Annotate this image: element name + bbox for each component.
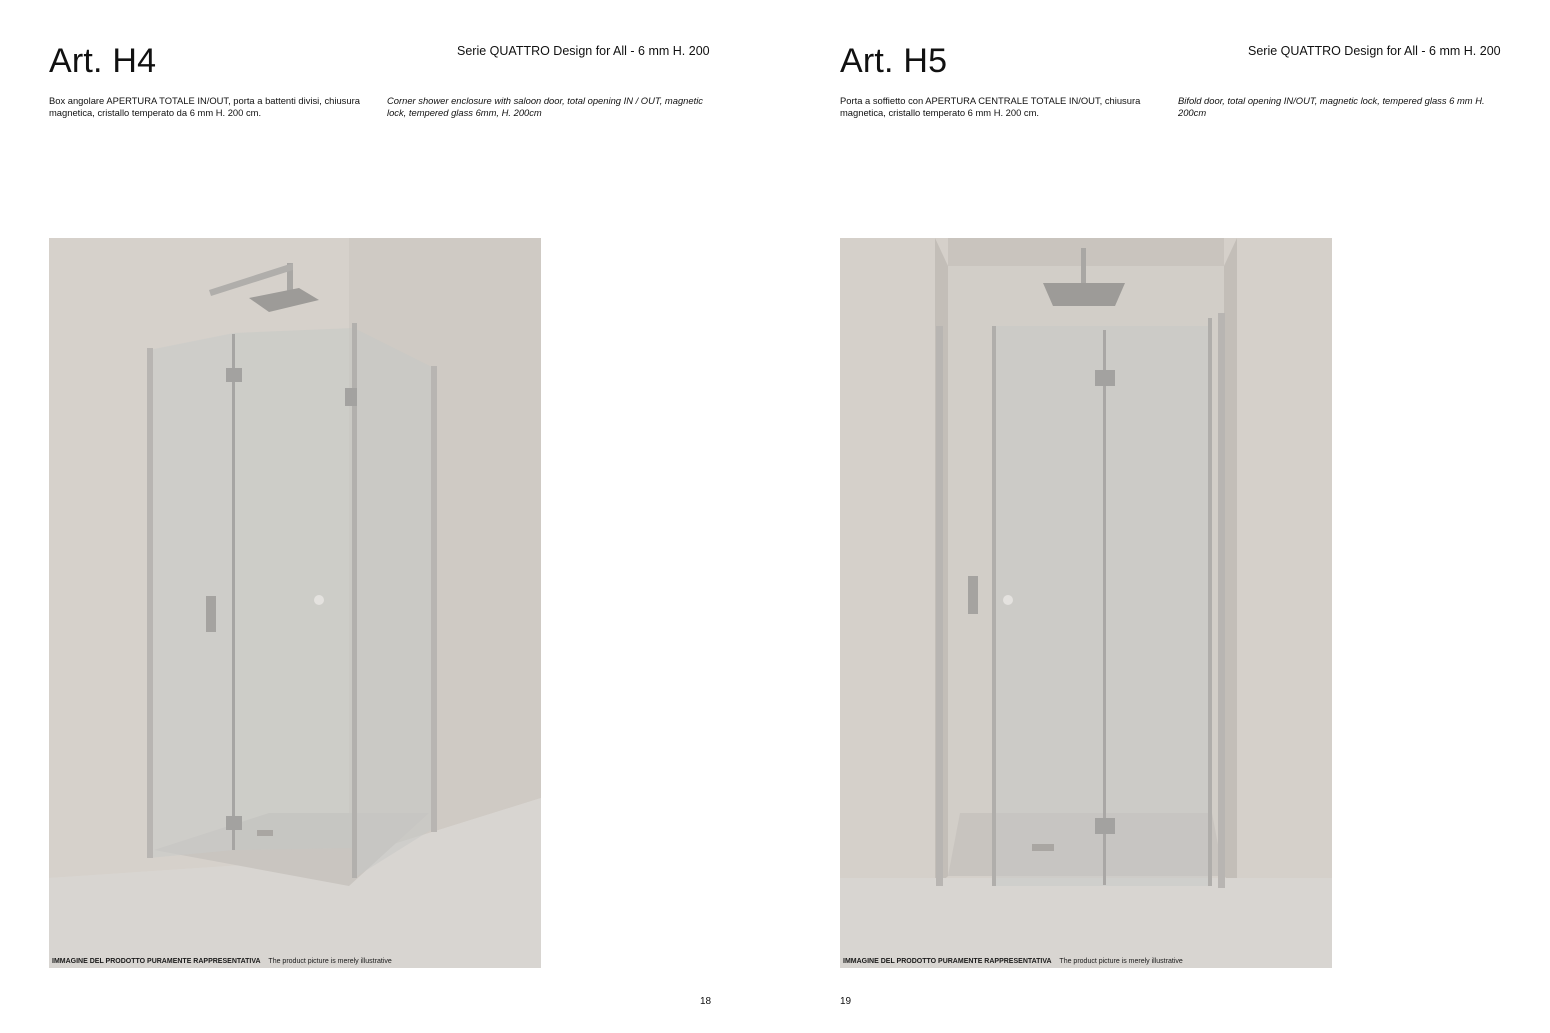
page-number: 18 bbox=[700, 996, 712, 1007]
bifold-shower-illustration bbox=[840, 238, 1332, 968]
page-number: 19 bbox=[840, 996, 852, 1007]
caption-english: The product picture is merely illustrative bbox=[1059, 958, 1183, 965]
caption-english: The product picture is merely illustrative bbox=[268, 958, 392, 965]
description-italian: Box angolare APERTURA TOTALE IN/OUT, porta a battenti divisi, chiusura magnetica, cristallo temperato da 6 mm H. 200 cm. bbox=[49, 95, 360, 118]
product-photo-corner-enclosure bbox=[49, 238, 541, 968]
description-english: Corner shower enclosure with saloon door, total opening IN / OUT, magnetic lock, tempered glass 6mm, H. 200cm bbox=[387, 95, 703, 118]
series-label: Serie QUATTRO Design for All - 6 mm H. 200 bbox=[457, 44, 710, 58]
article-title: Art. H4 bbox=[49, 42, 157, 80]
article-title: Art. H5 bbox=[840, 42, 948, 80]
caption-italian: IMMAGINE DEL PRODOTTO PURAMENTE RAPPRESENTATIVA bbox=[843, 958, 1052, 965]
description-english: Bifold door, total opening IN/OUT, magnetic lock, tempered glass 6 mm H. 200cm bbox=[1178, 95, 1485, 118]
catalog-page-right bbox=[775, 0, 1550, 1033]
product-photo-bifold-door bbox=[840, 238, 1332, 968]
photo-caption bbox=[843, 958, 1183, 965]
caption-italian: IMMAGINE DEL PRODOTTO PURAMENTE RAPPRESENTATIVA bbox=[52, 958, 261, 965]
photo-caption bbox=[52, 958, 392, 965]
corner-shower-illustration bbox=[49, 238, 541, 968]
series-label: Serie QUATTRO Design for All - 6 mm H. 200 bbox=[1248, 44, 1501, 58]
description-italian: Porta a soffietto con APERTURA CENTRALE TOTALE IN/OUT, chiusura magnetica, cristallo temperato 6 mm H. 200 cm. bbox=[840, 95, 1141, 118]
